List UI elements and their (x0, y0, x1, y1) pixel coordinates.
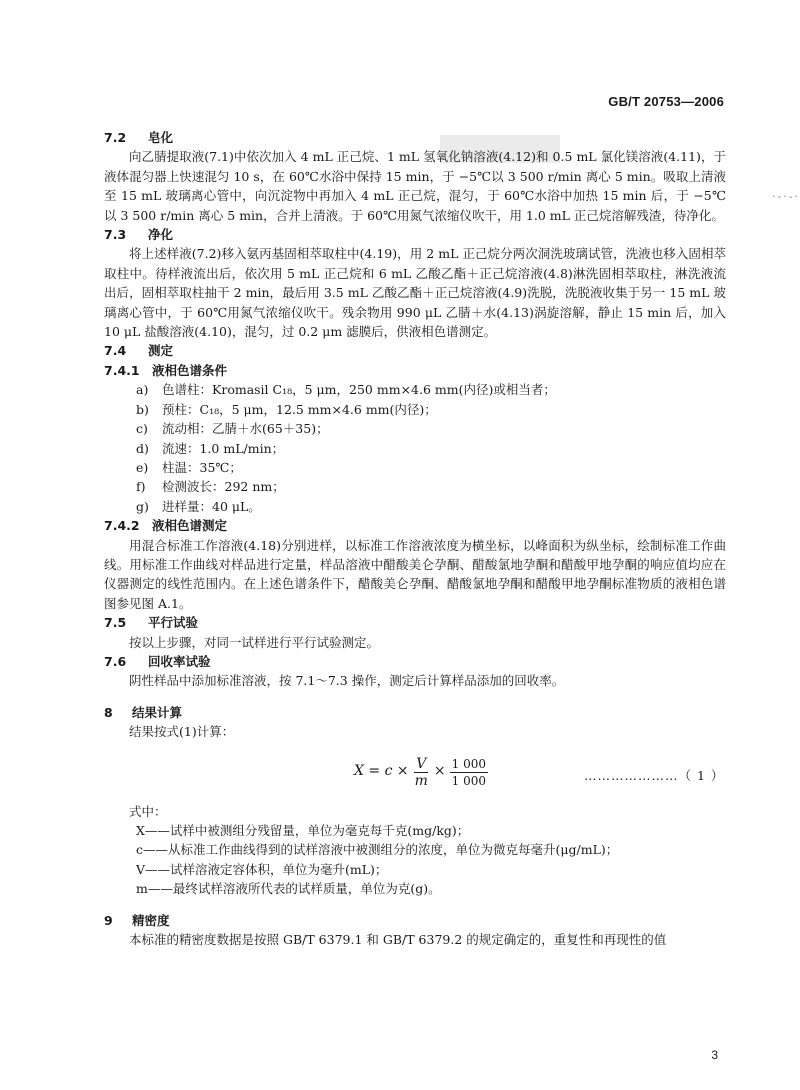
equation-number: …………………（ 1 ） (584, 767, 725, 783)
paragraph-9: 本标准的精密度数据是按照 GB/T 6379.1 和 GB/T 6379.2 的规定确定的，重复性和再现性的值 (129, 932, 667, 948)
list-item: b) 预柱：C₁₈，5 μm，12.5 mm×4.6 mm(内径)； (136, 401, 437, 417)
formula-lhs: X = c × (354, 763, 409, 780)
document-id: GB/T 20753—2006 (608, 94, 724, 109)
list-item: c) 流动相：乙腈＋水(65＋35)； (136, 421, 329, 437)
section-title: 皂化 (148, 130, 174, 145)
list-item: g) 进样量：40 μL。 (136, 498, 261, 514)
page-number: 3 (711, 1048, 718, 1062)
edge-mark: ·-·-· (772, 190, 800, 203)
section-number: 8 (104, 704, 113, 720)
heading-8 (104, 703, 726, 722)
heading-7-6 (104, 652, 726, 671)
document-body (104, 128, 726, 949)
section-title: 净化 (148, 227, 174, 243)
where-label: 式中： (129, 803, 167, 819)
section-number: 7.2 (104, 130, 127, 145)
fraction-v-over-m: $\frac{V}{m}$ (414, 755, 428, 789)
definition-item: c——从标准工作曲线得到的试样溶液中被测组分的浓度，单位为微克每毫升(μg/mL)； (136, 842, 619, 858)
list-item: f) 检测波长：292 nm； (136, 479, 285, 495)
heading-7-4-1 (104, 361, 726, 380)
section-number: 7.5 (104, 615, 127, 631)
section-number: 9 (104, 912, 113, 928)
paragraph-7-6: 阴性样品中添加标准溶液，按 7.1～7.3 操作，测定后计算样品添加的回收率。 (129, 673, 565, 689)
formula-row (104, 752, 726, 798)
definition-item: m——最终试样溶液所代表的试样质量，单位为克(g)。 (136, 881, 441, 897)
heading-7-2 (104, 128, 726, 147)
heading-7-3 (104, 225, 726, 244)
section-title: 测定 (148, 343, 174, 359)
definition-item: X——试样中被测组分残留量，单位为毫克每千克(mg/kg)； (136, 823, 470, 838)
heading-9 (104, 911, 726, 930)
section-title: 液相色谱条件 (152, 362, 228, 378)
list-item: d) 流速：1.0 mL/min； (136, 440, 285, 456)
section-number: 7.3 (104, 227, 127, 243)
section-title: 结果计算 (132, 704, 183, 720)
paragraph-7-4-2: 用混合标准工作溶液(4.18)分别进样，以标准工作溶液浓度为横坐标，以峰面积为纵坐标，绘制标准工作曲线。用标准工作曲线对样品进行定量，样品溶液中醋酸美仑孕酮、醋酸氯地孕酮和醋酸甲地孕酮的响应值均应在仪器测定的线性范围内。在上述色谱条件下，醋酸美仑孕酮、醋酸氯地孕酮和醋酸甲地孕酮标准物质的液相色谱图参见图 A.1。 (104, 537, 726, 611)
heading-7-5 (104, 613, 726, 632)
section-number: 7.4.1 (104, 362, 140, 378)
paragraph-7-5: 按以上步骤，对同一试样进行平行试验测定。 (129, 634, 380, 650)
result-formula (354, 756, 492, 789)
section-number: 7.4 (104, 343, 127, 359)
section-number: 7.6 (104, 653, 127, 669)
section-title: 精密度 (132, 912, 170, 928)
paragraph-7-2: 向乙腈提取液(7.1)中依次加入 4 mL 正己烷、1 mL 氢氧化钠溶液(4.12)和 0.5 mL 氯化镁溶液(4.11)，于液体混匀器上快速混匀 10 s，在 60℃水浴中保持 15 min，于 −5℃以 3 500 r/min 离心 5 min。吸取上清液至 15 mL 玻璃离心管中，向沉淀物中再加入 4 mL 正己烷，混匀，于 60℃水浴中加热 15 min 后，于 −5℃以 3 500 r/min 离心 5 min，合并上清液。于 60℃用氮气浓缩仪吹干，用 1.0 mL 正己烷溶解残渣，待净化。 (104, 149, 726, 223)
variable-definitions (104, 821, 726, 899)
heading-7-4-2 (104, 516, 726, 535)
fraction-conversion: $\frac{1 000}{1 000}$ (451, 756, 486, 788)
definition-item: V——试样溶液定容体积，单位为毫升(mL)； (136, 861, 388, 877)
chromatography-conditions-list (104, 380, 726, 516)
paragraph-7-3: 将上述样液(7.2)移入氨丙基固相萃取柱中(4.19)，用 2 mL 正己烷分两次洞洗玻璃试管，洗液也移入固相萃取柱中。待样液流出后，依次用 5 mL 正己烷和 6 mL 乙酸乙酯＋正己烷溶液(4.8)淋洗固相萃取柱，淋洗液流出后，固相萃取柱抽干 2 min，最后用 3.5 mL 乙酸乙酯＋正己烷溶液(4.9)洗脱，洗脱液收集于另一 15 mL 玻璃离心管中，于 60℃用氮气浓缩仪吹干。残余物用 990 μL 乙腈＋水(4.13)涡旋溶解，静止 15 min 后，加入 10 μL 盐酸溶液(4.10)，混匀，过 0.2 μm 滤膜后，供液相色谱测定。 (104, 246, 726, 340)
section-title: 回收率试验 (148, 653, 211, 669)
formula-times: × (433, 763, 446, 780)
heading-7-4 (104, 341, 726, 360)
section-title: 平行试验 (148, 615, 199, 631)
section-number: 7.4.2 (104, 518, 140, 534)
list-item: e) 柱温：35℃； (136, 459, 242, 475)
list-item: a) 色谱柱：Kromasil C₁₈，5 μm，250 mm×4.6 mm(内径)或相当者； (136, 382, 556, 398)
section-title: 液相色谱测定 (152, 518, 228, 534)
formula-intro: 结果按式(1)计算： (129, 724, 235, 740)
